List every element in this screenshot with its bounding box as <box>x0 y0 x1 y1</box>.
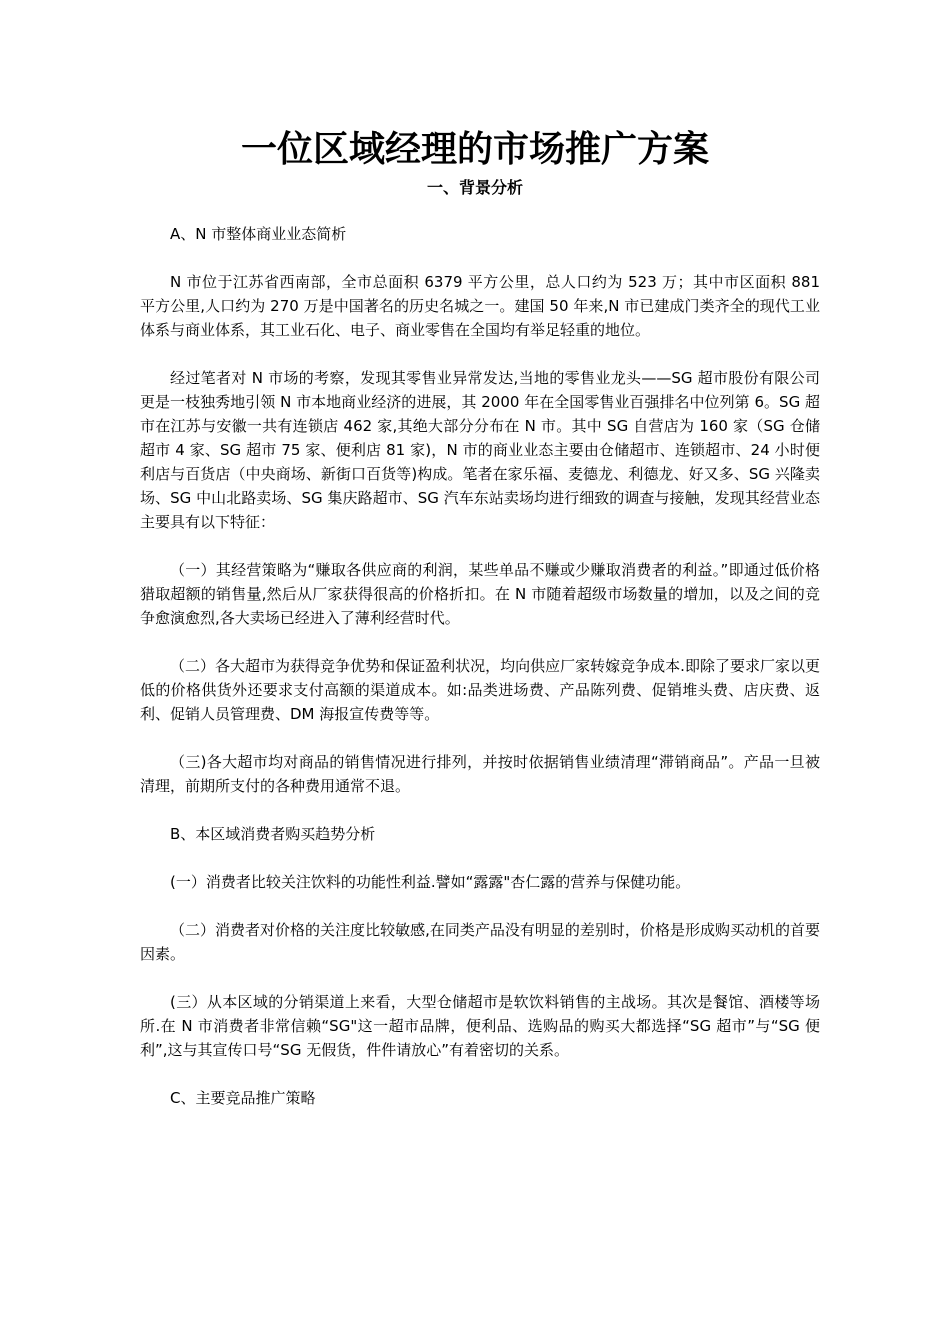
document-title: 一位区域经理的市场推广方案 <box>240 129 709 170</box>
subsection-heading-a: A、N 市整体商业业态简析 <box>170 225 347 243</box>
section-heading-background: 一、背景分析 <box>426 178 523 197</box>
paragraph-feature-1: （一）其经营策略为“赚取各供应商的利润，某些单品不赚或少赚取消费者的利益。”即通过低价格猎取超额的销售量,然后从厂家获得很高的价格折扣。在 N 市随着超级市场数量的增加，以及之间的竞争愈演愈烈,各大卖场已经进入了薄利经营时代。 <box>140 561 820 627</box>
paragraph-retail-survey: 经过笔者对 N 市场的考察，发现其零售业异常发达,当地的零售业龙头——SG 超市股份有限公司更是一枝独秀地引领 N 市本地商业经济的进展，其 2000 年在全国零售业百强排名中位列第 6。SG 超市在江苏与安徽一共有连锁店 462 家,其绝大部分分布在 N 市。其中 SG 自营店为 160 家（SG 仓储超市 4 家、SG 超市 75 家、便利店 81 家)，N 市的商业业态主要由仓储超市、连锁超市、24 小时便利店与百货店（中央商场、新街口百货等)构成。笔者在家乐福、麦德龙、利德龙、好又多、SG 兴隆卖场、SG 中山北路卖场、SG 集庆路超市、SG 汽车东站卖场均进行细致的调查与接触，发现其经营业态主要具有以下特征： <box>140 369 820 531</box>
subsection-heading-b: B、本区域消费者购买趋势分析 <box>170 825 376 843</box>
paragraph-trend-3: (三）从本区域的分销渠道上来看，大型仓储超市是软饮料销售的主战场。其次是餐馆、酒楼等场所.在 N 市消费者非常信赖“SG"这一超市品牌，便利品、选购品的购买大都选择“SG 超市”与“SG 便利”,这与其宣传口号“SG 无假货，件件请放心”有着密切的关系。 <box>140 993 820 1059</box>
paragraph-feature-2: （二）各大超市为获得竞争优势和保证盈利状况，均向供应厂家转嫁竞争成本.即除了要求厂家以更低的价格供货外还要求支付高额的渠道成本。如:品类进场费、产品陈列费、促销堆头费、店庆费、返利、促销人员管理费、DM 海报宣传费等等。 <box>140 657 820 723</box>
paragraph-trend-1: (一）消费者比较关注饮料的功能性利益.譬如“露露"杏仁露的营养与保健功能。 <box>170 873 691 891</box>
document-body <box>140 222 820 1134</box>
paragraph-city-overview: N 市位于江苏省西南部，全市总面积 6379 平方公里，总人口约为 523 万；其中市区面积 881 平方公里,人口约为 270 万是中国著名的历史名城之一。建国 50 年来,N 市已建成门类齐全的现代工业体系与商业体系，其工业石化、电子、商业零售在全国均有举足轻重的地位。 <box>140 273 820 339</box>
paragraph-trend-2: （二）消费者对价格的关注度比较敏感,在同类产品没有明显的差别时，价格是形成购买动机的首要因素。 <box>140 921 820 963</box>
subsection-heading-c: C、主要竞品推广策略 <box>170 1089 316 1107</box>
paragraph-feature-3: （三)各大超市均对商品的销售情况进行排列，并按时依据销售业绩清理“滞销商品”。产品一旦被清理，前期所支付的各种费用通常不退。 <box>140 753 820 795</box>
